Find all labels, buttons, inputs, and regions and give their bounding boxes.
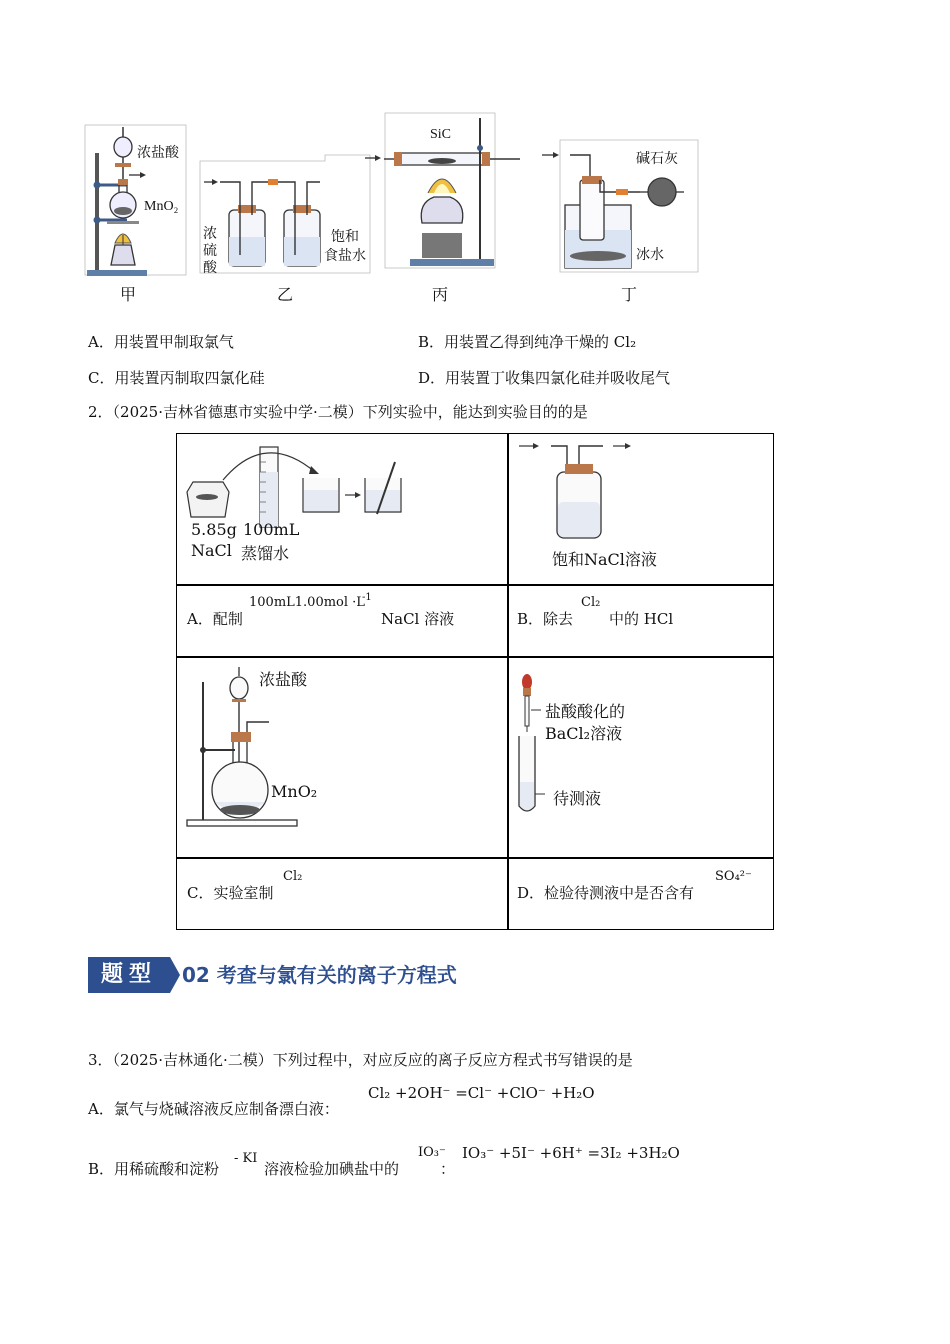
cell-c-acid-label: 浓盐酸	[259, 670, 308, 689]
q3-option-b-ki: - KI	[234, 1151, 258, 1166]
cell-a-concentration: 100mL1.00mol ·L	[249, 595, 365, 610]
table-divider-3	[177, 857, 773, 859]
banner-title: 02 考查与氯有关的离子方程式	[182, 963, 457, 987]
table-divider-vertical	[507, 434, 509, 929]
apparatus-ding	[540, 140, 705, 275]
cell-a-exponent: -1	[362, 592, 372, 603]
cell-b-figure	[517, 438, 667, 548]
cell-b-option-label[interactable]: B．除去	[517, 610, 574, 628]
cell-c-option-label[interactable]: C．实验室制	[187, 884, 274, 902]
cell-a-volume: 100mL	[243, 520, 300, 539]
table-divider-2	[177, 656, 773, 658]
yi-h2so4-label-1: 浓	[203, 227, 217, 242]
q1-option-d[interactable]: D．用装置丁收集四氯化硅并吸收尾气	[418, 369, 671, 387]
q3-option-a[interactable]: A．氯气与烧碱溶液反应制备漂白液：	[88, 1100, 339, 1118]
cell-d-sample-label: 待测液	[553, 789, 602, 808]
ding-lime-label: 碱石灰	[636, 152, 678, 167]
banner-tag: 题型	[88, 957, 170, 993]
yi-h2so4-label-3: 酸	[203, 261, 217, 276]
q3-option-b-io3: IO₃⁻	[418, 1145, 446, 1160]
cell-d-option-label[interactable]: D．检验待测液中是否含有	[517, 884, 695, 902]
ding-ice-label: 冰水	[636, 248, 664, 263]
cell-d-reagent-line1: 盐酸酸化的	[545, 702, 626, 721]
cell-a-water: 蒸馏水	[241, 544, 290, 563]
yi-brine-label-2: 食盐水	[324, 249, 366, 264]
yi-caption: 乙	[277, 285, 294, 304]
jia-acid-label: 浓盐酸	[137, 146, 179, 161]
cell-b-cl2: Cl₂	[581, 595, 601, 610]
q2-stem: 2．（2025·吉林省德惠市实验中学·二模）下列实验中，能达到实验目的的是	[88, 403, 588, 421]
jia-caption: 甲	[120, 285, 137, 304]
cell-a-figure	[185, 442, 505, 527]
table-divider-1	[177, 584, 773, 586]
section-banner	[88, 957, 478, 993]
q3-option-b-equation: IO₃⁻ +5I⁻ +6H⁺ =3I₂ +3H₂O	[462, 1144, 680, 1162]
cell-b-solution-label: 饱和NaCl溶液	[552, 550, 657, 569]
cell-c-mno2-label: MnO₂	[271, 782, 318, 801]
cell-a-mass: 5.85g	[191, 520, 237, 539]
bing-sic-label: SiC	[430, 127, 452, 142]
yi-h2so4-label-2: 硫	[203, 244, 217, 259]
cell-c-cl2: Cl₂	[283, 869, 303, 884]
q2-options-table	[176, 433, 774, 930]
jia-mno2-label: MnO₂	[144, 199, 179, 214]
cell-a-option-label[interactable]: A．配制	[187, 610, 243, 628]
cell-d-sulfate: SO₄²⁻	[715, 869, 752, 884]
q3-option-b-colon: ：	[440, 1160, 456, 1178]
yi-brine-label-1: 饱和	[331, 230, 359, 245]
cell-b-hcl: 中的 HCl	[609, 610, 674, 628]
q1-option-a[interactable]: A．用装置甲制取氯气	[88, 333, 234, 351]
cell-d-reagent-line2: BaCl₂溶液	[545, 724, 623, 743]
q3-option-b[interactable]: B．用稀硫酸和淀粉	[88, 1160, 220, 1178]
q3-stem: 3．（2025·吉林通化·二模）下列过程中，对应反应的离子反应方程式书写错误的是	[88, 1051, 633, 1069]
ding-caption: 丁	[621, 285, 638, 304]
q3-option-b-text: 溶液检验加碘盐中的	[264, 1160, 400, 1178]
bing-caption: 丙	[432, 285, 449, 304]
q1-option-b[interactable]: B．用装置乙得到纯净干燥的 Cl₂	[418, 333, 637, 351]
q3-option-a-equation: Cl₂ +2OH⁻ =Cl⁻ +ClO⁻ +H₂O	[368, 1084, 595, 1102]
q1-option-c[interactable]: C．用装置丙制取四氯化硅	[88, 369, 265, 387]
cell-a-solution: NaCl 溶液	[381, 610, 455, 628]
cell-a-nacl: NaCl	[191, 541, 232, 560]
